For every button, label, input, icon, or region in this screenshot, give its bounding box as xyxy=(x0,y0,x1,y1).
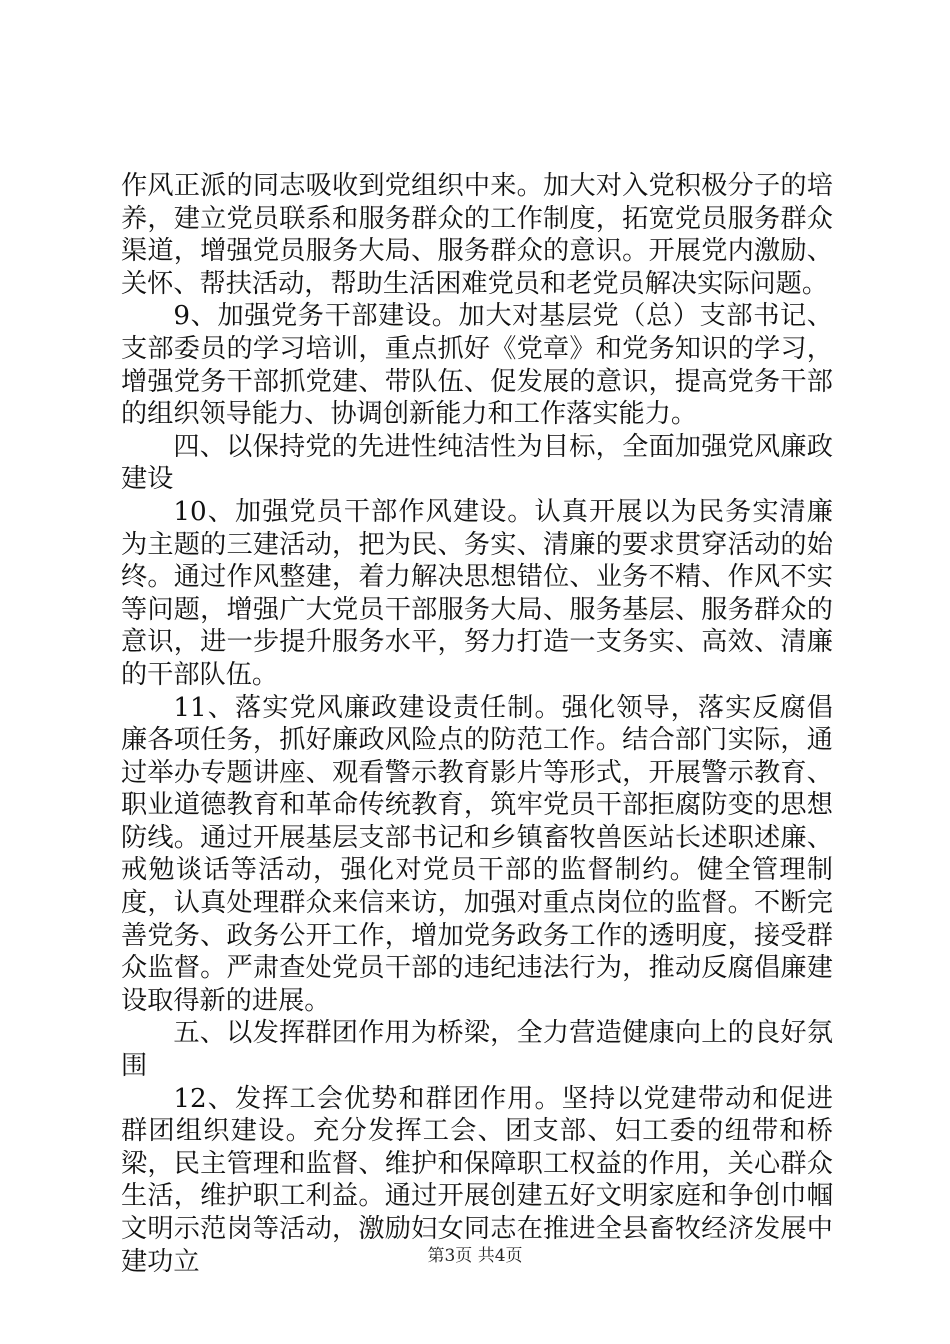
document-body xyxy=(121,170,833,1278)
paragraph-item-9: 9、加强党务干部建设。加大对基层党（总）支部书记、支部委员的学习培训，重点抓好《党章》和党务知识的学习，增强党务干部抓党建、带队伍、促发展的意识，提高党务干部的组织领导能力、协调创新能力和工作落实能力。 xyxy=(121,301,833,430)
paragraph-continuation: 作风正派的同志吸收到党组织中来。加大对入党积极分子的培养，建立党员联系和服务群众的工作制度，拓宽党员服务群众渠道，增强党员服务大局、服务群众的意识。开展党内激励、关怀、帮扶活动，帮助生活困难党员和老党员解决实际问题。 xyxy=(121,171,833,299)
paragraph-item-10: 10、加强党员干部作风建设。认真开展以为民务实清廉为主题的三建活动，把为民、务实、清廉的要求贯穿活动的始终。通过作风整建，着力解决思想错位、业务不精、作风不实等问题，增强广大党员干部服务大局、服务基层、服务群众的意识，进一步提升服务水平，努力打造一支务实、高效、清廉的干部队伍。 xyxy=(121,496,833,690)
paragraph-item-11: 11、落实党风廉政建设责任制。强化领导，落实反腐倡廉各项任务，抓好廉政风险点的防范工作。结合部门实际，通过举办专题讲座、观看警示教育影片等形式，开展警示教育、职业道德教育和革命传统教育，筑牢党员干部拒腐防变的思想防线。通过开展基层支部书记和乡镇畜牧兽医站长述职述廉、戒勉谈话等活动，强化对党员干部的监督制约。健全管理制度，认真处理群众来信来访，加强对重点岗位的监督。不断完善党务、政务公开工作，增加党务政务工作的透明度，接受群众监督。严肃查处党员干部的违纪违法行为，推动反腐倡廉建设取得新的进展。 xyxy=(121,692,833,1016)
paragraph-item-12: 12、发挥工会优势和群团作用。坚持以党建带动和促进群团组织建设。充分发挥工会、团支部、妇工委的纽带和桥梁，民主管理和监督、维护和保障职工权益的作用，关心群众生活，维护职工利益。通过开展创建五好文明家庭和争创巾帼文明示范岗等活动，激励妇女同志在推进全县畜牧经济发展中建功立 xyxy=(121,1083,833,1277)
section-heading-5: 五、以发挥群团作用为桥梁，全力营造健康向上的良好氛围 xyxy=(121,1018,833,1082)
section-heading-4: 四、以保持党的先进性纯洁性为目标，全面加强党风廉政建设 xyxy=(121,431,833,495)
page-footer: 第3页 共4页 xyxy=(427,1246,523,1266)
